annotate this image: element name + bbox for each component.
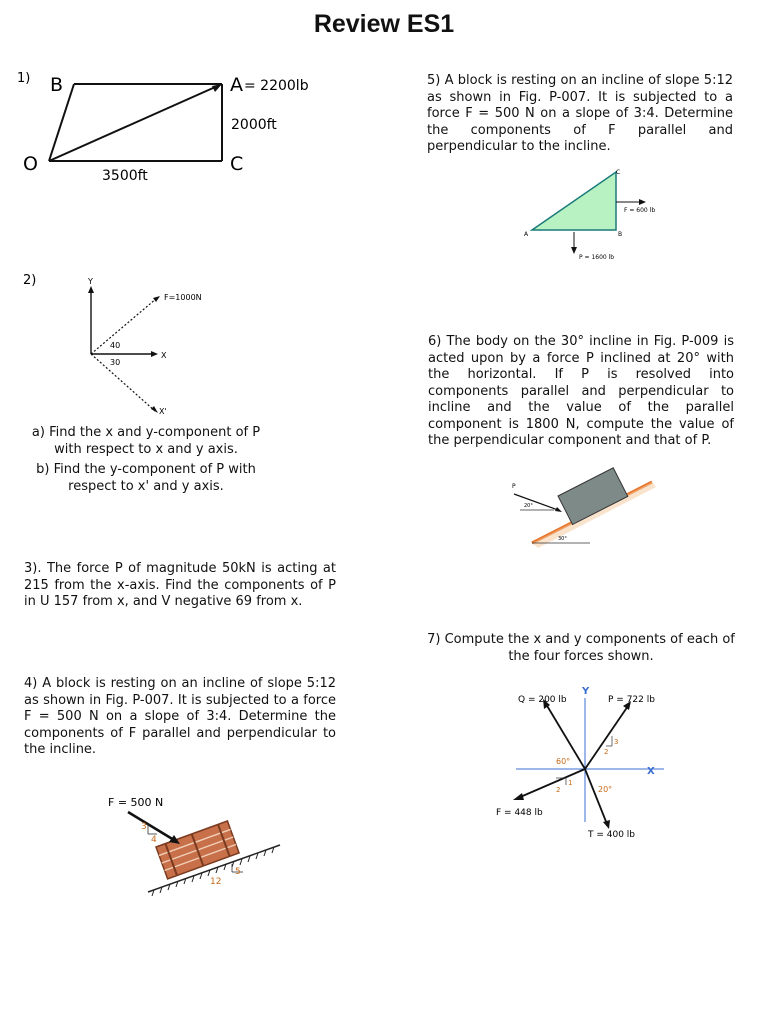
force-label: F=1000N bbox=[164, 293, 202, 302]
problem-2-figure bbox=[14, 268, 274, 420]
problem-5-text: 5) A block is resting on an incline of slope 5:12 as shown in Fig. P-007. It is subjected to a force F = 500 N on a slope of 3:4. Determine the components of F parallel and perpendicular to the incline. bbox=[427, 73, 733, 154]
problem-4-text: 4) A block is resting on an incline of slope 5:12 as shown in Fig. P-007. It is subjected to a force F = 500 N on a slope of 3:4. Determine the components of F parallel and perpendicular to the incline. bbox=[24, 676, 336, 757]
force-p-label: P = 1600 lb bbox=[579, 254, 615, 261]
problem-3-text: 3). The force P of magnitude 50kN is acting at 215 from the x-axis. Find the components of P in U 157 from x, and V negative 69 from x. bbox=[24, 561, 336, 609]
force-p-label: P = 722 lb bbox=[608, 695, 655, 705]
force-f-label: F = 600 lb bbox=[624, 207, 656, 214]
slope-3: 3 bbox=[614, 738, 619, 746]
y-axis-label: Y bbox=[88, 277, 93, 286]
label-o: O bbox=[23, 153, 38, 175]
x-axis-label: X bbox=[161, 351, 167, 360]
problem-5-figure bbox=[500, 160, 710, 270]
label-a: A bbox=[230, 74, 243, 96]
problem-7-text: 7) Compute the x and y components of each of the four forces shown. bbox=[427, 632, 735, 664]
problem-1-figure bbox=[14, 66, 334, 190]
slope-2a: 2 bbox=[604, 748, 609, 756]
x-axis-label: X bbox=[647, 766, 655, 777]
angle-40: 40 bbox=[110, 341, 121, 350]
slope-2b: 2 bbox=[556, 786, 561, 794]
dim-horizontal: 3500ft bbox=[102, 168, 148, 184]
force-t-label: T = 400 lb bbox=[588, 830, 636, 840]
problem-4-figure bbox=[90, 792, 296, 902]
xprime-axis-label: X' bbox=[159, 407, 167, 416]
force-f-label: F = 448 lb bbox=[496, 808, 543, 818]
slope-5: 5 bbox=[235, 867, 241, 877]
slope-3: 3 bbox=[141, 822, 147, 832]
force-q-label: Q = 200 lb bbox=[518, 695, 567, 705]
problem-6-text: 6) The body on the 30° incline in Fig. P-009 is acted upon by a force P inclined at 20° with the horizontal. If P is resolved into components parallel and perpendicular to incline and the value of the parallel component is 1800 N, compute the value of the perpendicular component and that of P. bbox=[428, 334, 734, 448]
slope-4: 4 bbox=[151, 835, 157, 845]
problem-7-figure bbox=[494, 682, 686, 842]
force-a: = 2200lb bbox=[244, 78, 309, 94]
angle-30: 30 bbox=[110, 358, 121, 367]
problem-6-figure bbox=[500, 470, 662, 550]
problem-2-part-b: b) Find the y-component of P with respect to x' and y axis. bbox=[36, 462, 256, 494]
angle-20: 20° bbox=[598, 785, 613, 794]
angle-20: 20° bbox=[524, 503, 533, 509]
force-p-label: P bbox=[512, 483, 516, 490]
vertex-c: C bbox=[616, 169, 621, 176]
slope-1: 1 bbox=[568, 779, 573, 787]
dim-vertical: 2000ft bbox=[231, 117, 277, 133]
y-axis-label: Y bbox=[582, 686, 590, 697]
vertex-b: B bbox=[618, 231, 623, 238]
page-title: Review ES1 bbox=[313, 10, 455, 38]
angle-30: 30° bbox=[558, 536, 567, 542]
label-c: C bbox=[230, 153, 244, 175]
force-label: F = 500 N bbox=[108, 796, 164, 809]
problem-1-number: 1) bbox=[17, 71, 31, 86]
slope-12: 12 bbox=[210, 877, 222, 887]
angle-60: 60° bbox=[556, 757, 571, 766]
vertex-a: A bbox=[524, 231, 529, 238]
problem-2-number: 2) bbox=[23, 273, 37, 288]
label-b: B bbox=[50, 74, 64, 96]
problem-2-part-a: a) Find the x and y-component of P with respect to x and y axis. bbox=[31, 425, 261, 457]
